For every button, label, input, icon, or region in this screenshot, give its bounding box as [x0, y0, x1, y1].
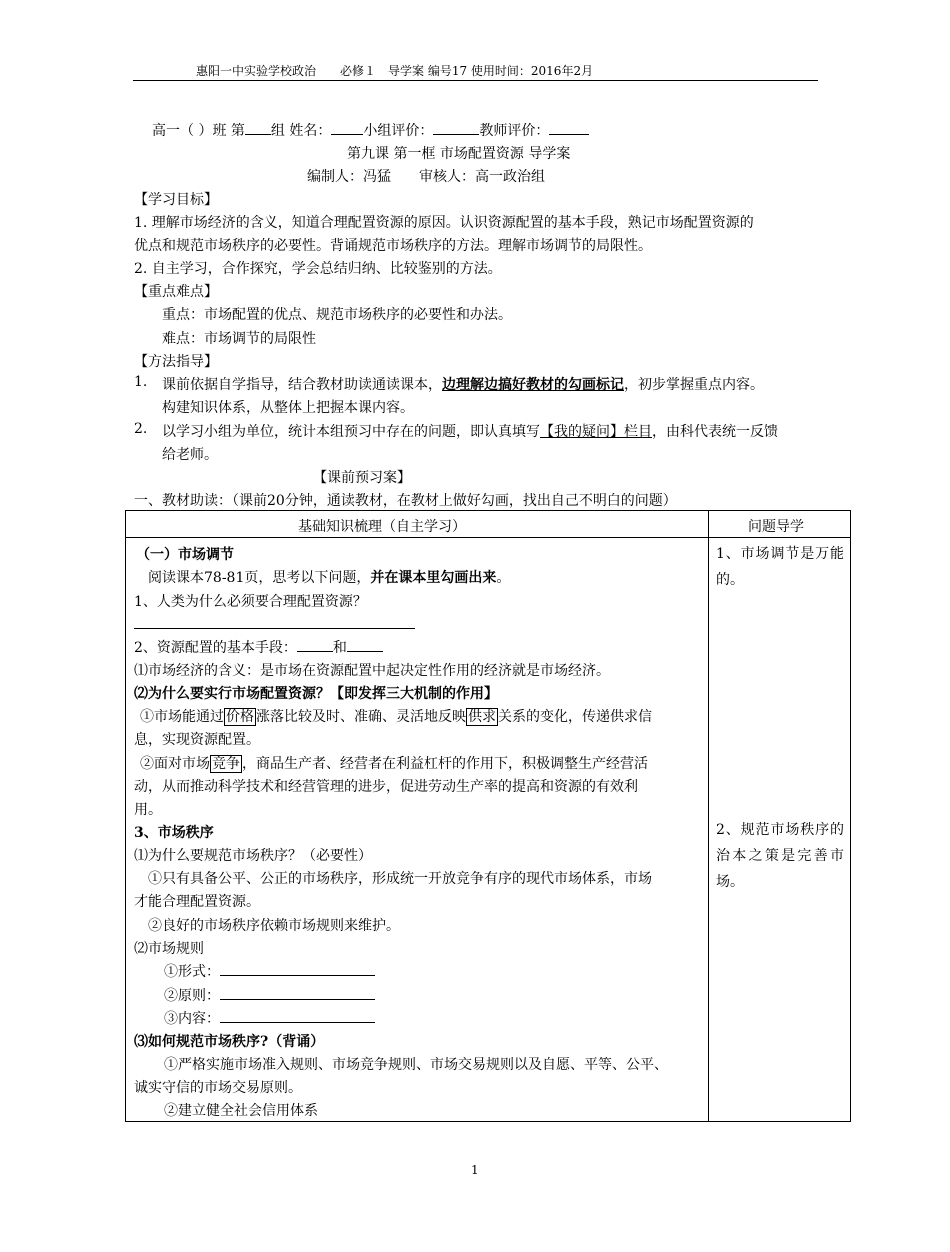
teacher-eval-label: 教师评价： [479, 123, 550, 139]
how-regulate: ⑶如何规范市场秩序?（背诵） [134, 1034, 325, 1050]
group-eval-blank[interactable] [433, 120, 479, 135]
content-blank[interactable] [220, 1009, 375, 1023]
class-info-line [152, 120, 589, 140]
order-point-1-cont: 才能合理配置资源。 [134, 894, 260, 910]
name-blank[interactable] [331, 120, 363, 135]
market-economy-definition: ⑴市场经济的含义：是市场在资源配置中起决定性作用的经济就是市场经济。 [134, 663, 610, 679]
point-competition-cont2: 用。 [134, 802, 162, 818]
competition-box: 竞争 [212, 756, 240, 772]
col1-header: 基础知识梳理（自主学习） [298, 519, 466, 535]
rule-form: ①形式： [164, 961, 375, 981]
header-text: 惠阳一中实验学校政治 必修１ 导学案 编号17 使用时间：2016年2月 [196, 64, 594, 78]
why-market-allocation: ⑵为什么要实行市场配置资源？【即发挥三大机制的作用】 [134, 686, 498, 702]
method-1-num: 1. [134, 374, 148, 390]
regulate-point-1-cont: 诚实守信的市场交易原则。 [134, 1080, 302, 1096]
group-eval-label: 小组评价： [363, 123, 434, 139]
page-header [133, 62, 818, 81]
method-2-line1: 以学习小组为单位，统计本组预习中存在的问题，即认真填写【我的疑问】栏目，由科代表统一反馈 [162, 424, 778, 440]
point-competition-cont1: 动，从而推动科学技术和经营管理的进步，促进劳动生产率的提高和资源的有效利 [134, 779, 638, 795]
page-number: 1 [471, 1163, 479, 1177]
difficult-point: 难点：市场调节的局限性 [162, 331, 316, 347]
goals-heading: 【学习目标】 [134, 192, 218, 208]
reading-guide: 一、教材助读：（课前20分钟，通读教材，在教材上做好勾画，找出自己不明白的问题） [134, 493, 677, 509]
goal-1b: 优点和规范市场秩序的必要性。背诵规范市场秩序的方法。理解市场调节的局限性。 [134, 238, 652, 254]
price-box: 价格 [226, 709, 254, 725]
reading-instruction: 阅读课本78-81页，思考以下问题，并在课本里勾画出来。 [148, 570, 511, 586]
group-blank[interactable] [245, 120, 271, 135]
study-table [125, 510, 851, 1122]
market-order-heading: 3、市场秩序 [134, 825, 214, 841]
blank-means-2[interactable] [347, 637, 383, 652]
method-2-line2: 给老师。 [162, 447, 218, 463]
method-1-line1: 课前依据自学指导，结合教材助读通读课本，边理解边搞好教材的勾画标记，初步掌握重点内容。 [162, 377, 764, 393]
principle-blank[interactable] [220, 986, 375, 1000]
goal-1a: 1. 理解市场经济的含义，知道合理配置资源的原因。认识资源配置的基本手段，熟记市场配置资源的 [134, 215, 754, 231]
question-2: 2、资源配置的基本手段： 和 [134, 637, 383, 657]
my-questions-column: 【我的疑问】栏目 [540, 424, 652, 440]
form-blank[interactable] [220, 962, 375, 976]
col2-header: 问题导学 [748, 519, 804, 535]
method-1-line2: 构建知识体系，从整体上把握本课内容。 [162, 400, 414, 416]
method-heading: 【方法指导】 [134, 354, 218, 370]
emphasis-marking: 边理解边搞好教材的勾画标记 [442, 377, 624, 393]
doc-authors: 编制人：冯猛 审核人：高一政治组 [307, 169, 545, 185]
answer-line-1[interactable] [134, 615, 415, 633]
name-label: 组 姓名： [270, 123, 332, 139]
method-2-num: 2. [134, 421, 148, 437]
rule-principle: ②原则： [164, 985, 375, 1005]
guide-question-2: 2、规范市场秩序的治本之策是完善市场。 [716, 822, 844, 890]
why-regulate: ⑴为什么要规范市场秩序？（必要性） [134, 848, 372, 864]
question-1: 1、人类为什么必须要合理配置资源？ [134, 594, 367, 610]
regulate-point-1: ①严格实施市场准入规则、市场竞争规则、市场交易规则以及自愿、平等、公平、 [164, 1057, 668, 1073]
key-point: 重点：市场配置的优点、规范市场秩序的必要性和办法。 [162, 307, 512, 323]
rule-content: ③内容： [164, 1008, 375, 1028]
doc-title: 第九课 第一框 市场配置资源 导学案 [347, 146, 571, 162]
market-rules: ⑵市场规则 [134, 941, 204, 957]
teacher-eval-blank[interactable] [549, 120, 589, 135]
goal-2: 2. 自主学习，合作探究，学会总结归纳、比较鉴别的方法。 [134, 261, 502, 277]
blank-means-1[interactable] [297, 637, 333, 652]
order-point-1: ①只有具备公平、公正的市场秩序，形成统一开放竞争有序的现代市场体系，市场 [148, 871, 652, 887]
class-label: 高一（ ）班 第 [152, 123, 245, 139]
supply-demand-box: 供求 [468, 709, 496, 725]
order-point-2: ②良好的市场秩序依赖市场规则来维护。 [148, 918, 400, 934]
point-competition: ②面对市场 竞争 ，商品生产者、经营者在利益杠杆的作用下，积极调整生产经营活 [140, 756, 648, 772]
guide-question-1: 1、市场调节是万能的。 [716, 546, 844, 588]
point-price-cont: 息，实现资源配置。 [134, 732, 260, 748]
regulate-point-2: ②建立健全社会信用体系 [164, 1103, 318, 1119]
point-price: ①市场能通过 价格 涨落比较及时、准确、灵活地反映 供求 关系的变化，传递供求信 [140, 709, 652, 725]
header-divider [126, 537, 850, 538]
preview-heading: 【课前预习案】 [313, 470, 411, 486]
key-heading: 【重点难点】 [134, 284, 218, 300]
market-regulation-heading: （一）市场调节 [136, 547, 234, 563]
column-divider [708, 511, 709, 1121]
